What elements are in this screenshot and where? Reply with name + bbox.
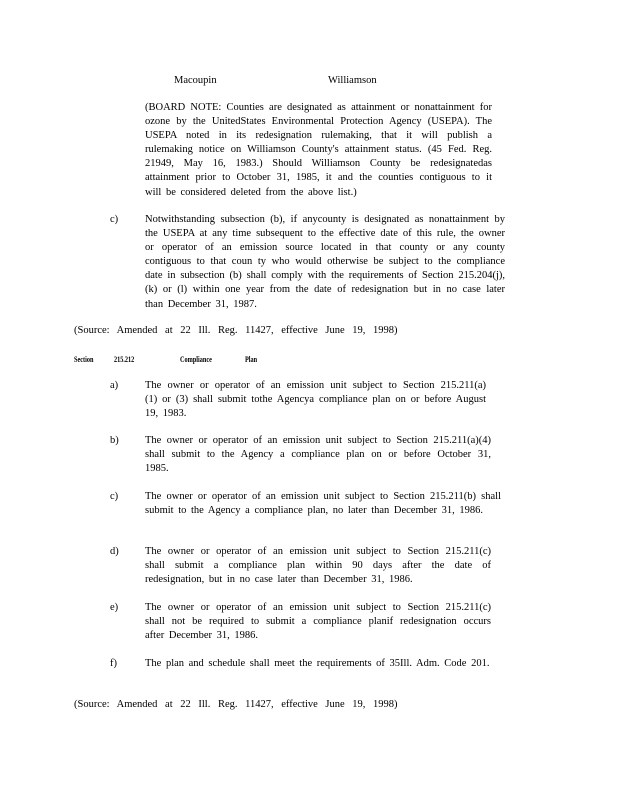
item-d-marker: d): [110, 546, 119, 557]
section-number: 215.212: [114, 355, 135, 364]
item-f-text: The plan and schedule shall meet the requirements of 35Ill. Adm. Code 201.: [145, 658, 490, 669]
item-a-marker: a): [110, 380, 119, 391]
county-macoupin: Macoupin: [174, 75, 217, 86]
item-d-text: The owner or operator of an emission unit subject to Section 215.211(c) shall submit a compliance plan within 90 days after the date of redesignation, but in no case later than December 31, 1986.: [145, 546, 491, 586]
source-note-2: (Source: Amended at 22 Ill. Reg. 11427, effective June 19, 1998): [74, 699, 398, 710]
section-title-word-1: Compliance: [180, 355, 212, 364]
subsection-c-marker: c): [110, 214, 119, 225]
item-f-marker: f): [110, 658, 117, 669]
county-williamson: Williamson: [328, 75, 377, 86]
item-e-text: The owner or operator of an emission unit subject to Section 215.211(c) shall not be required to submit a compliance planif redesignation occurs after December 31, 1986.: [145, 602, 491, 642]
item-b-text: The owner or operator of an emission unit subject to Section 215.211(a)(4) shall submit to the Agency a compliance plan on or before October 31, 1985.: [145, 435, 491, 475]
source-note-1: (Source: Amended at 22 Ill. Reg. 11427, effective June 19, 1998): [74, 325, 398, 336]
section-title-word-2: Plan: [245, 355, 258, 364]
item-a-text: The owner or operator of an emission unit subject to Section 215.211(a) (1) or (3) shall submit tothe Agencya compliance plan on or before August 19, 1983.: [145, 380, 486, 420]
item-c-marker: c): [110, 491, 119, 502]
subsection-c-text: Notwithstanding subsection (b), if anycounty is designated as nonattainment by the USEPA at any time subsequent to the effective date of this rule, the owner or operator of an emission source located in that county or any county contiguous to that coun ty who would otherwise be subject to the compliance date in subsection (b) shall comply with the requirements of Section 215.204(j), (k) or (l) within one year from the date of redesignation but in no case later than December 31, 1987.: [145, 214, 505, 310]
item-b-marker: b): [110, 435, 119, 446]
section-heading: [74, 354, 374, 366]
section-label: Section: [74, 355, 94, 364]
board-note: (BOARD NOTE: Counties are designated as attainment or nonattainment for ozone by the UnitedStates Environmental Protection Agency (USEPA). The USEPA noted in its redesignation rulemaking, that it will publish a rulemaking notice on Williamson County's attainment status. (45 Fed. Reg. 21949, May 16, 1983.) Should Williamson County be redesignatedas attainment prior to October 31, 1985, it and the counties contiguous to it will be considered deleted from the above list.): [145, 102, 492, 198]
item-c-text: The owner or operator of an emission unit subject to Section 215.211(b) shall submit to the Agency a compliance plan, no later than December 31, 1986.: [145, 491, 501, 517]
item-e-marker: e): [110, 602, 119, 613]
county-list-row: [0, 74, 618, 88]
